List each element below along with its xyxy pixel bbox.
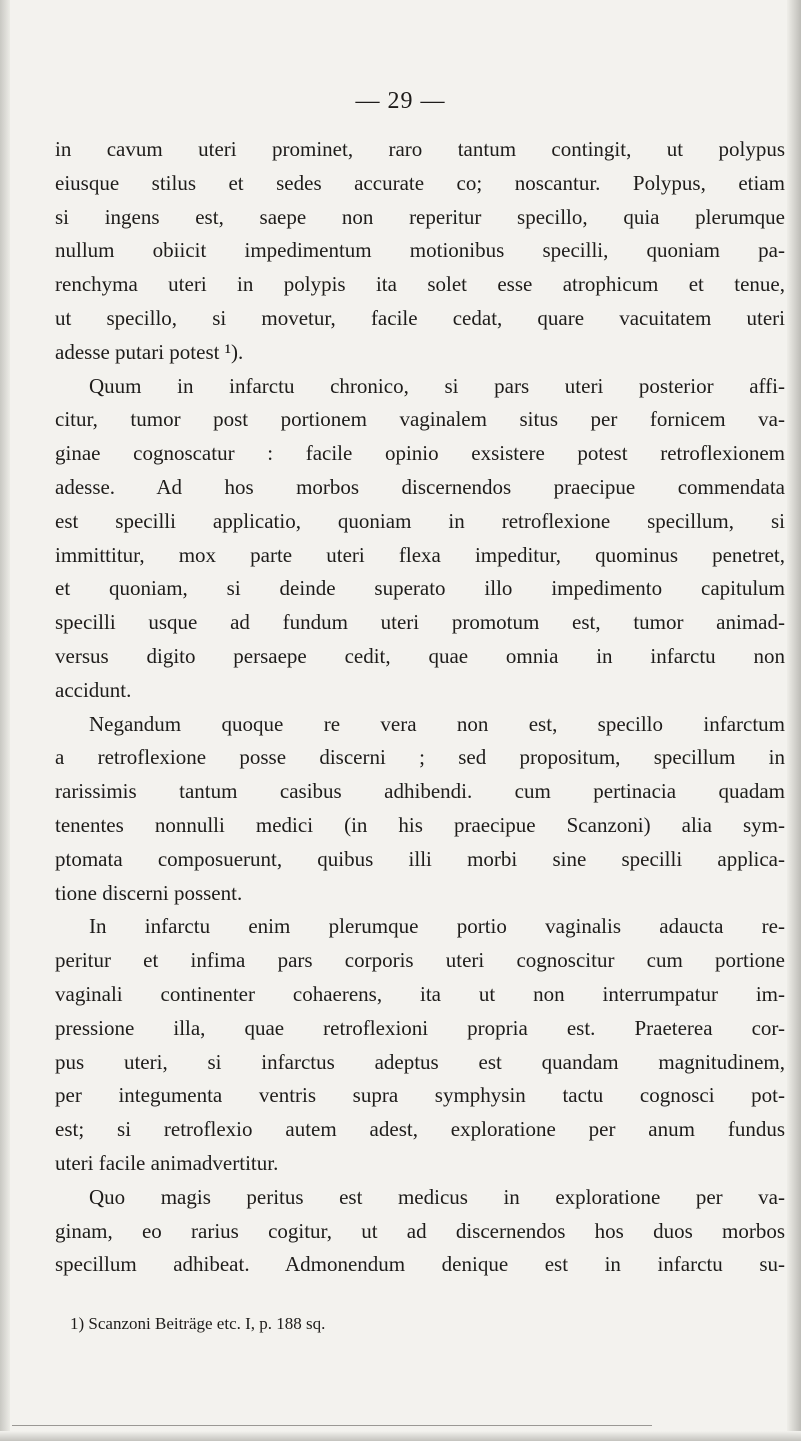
text-line: in cavum uteri prominet, raro tantum contingit, ut polypus xyxy=(55,137,785,161)
text-line: nullum obiicit impedimentum motionibus specilli, quoniam pa- xyxy=(55,238,785,263)
text-line: eiusque stilus et sedes accurate co; noscantur. Polypus, etiam xyxy=(55,170,785,195)
footnote: 1) Scanzoni Beiträge etc. I, p. 188 sq. xyxy=(70,1314,326,1333)
text-line: est specilli applicatio, quoniam in retroflexione specillum, si xyxy=(55,508,785,533)
text-line: et quoniam, si deinde superato illo impedimento capitulum xyxy=(55,576,785,601)
text-line: vaginali continenter cohaerens, ita ut non interrumpatur im- xyxy=(55,981,785,1006)
text-line: per integumenta ventris supra symphysin tactu cognosci pot- xyxy=(55,1083,785,1108)
text-line: accidunt. xyxy=(55,677,132,702)
paragraph-start-line: Quo magis peritus est medicus in exploratione per va- xyxy=(89,1184,785,1209)
text-line: adesse. Ad hos morbos discernendos praecipue commendata xyxy=(55,474,785,499)
text-line: pressione illa, quae retroflexioni propria est. Praeterea cor- xyxy=(55,1015,785,1040)
page-number: — 29 — xyxy=(355,88,446,114)
page-bottom-edge xyxy=(0,1431,801,1441)
text-line: rarissimis tantum casibus adhibendi. cum pertinacia quadam xyxy=(55,779,785,804)
page-right-edge xyxy=(787,0,801,1441)
text-line: peritur et infima pars corporis uteri cognoscitur cum portione xyxy=(55,948,785,973)
text-line: tenentes nonnulli medici (in his praecipue Scanzoni) alia sym- xyxy=(55,812,785,837)
text-line: a retroflexione posse discerni ; sed propositum, specillum in xyxy=(55,745,785,770)
text-line: citur, tumor post portionem vaginalem situs per fornicem va- xyxy=(55,407,785,432)
paragraph-start-line: In infarctu enim plerumque portio vaginalis adaucta re- xyxy=(89,914,785,939)
text-line: specilli usque ad fundum uteri promotum est, tumor animad- xyxy=(55,610,785,635)
text-line: ut specillo, si movetur, facile cedat, quare vacuitatem uteri xyxy=(55,305,785,330)
text-line: ptomata composuerunt, quibus illi morbi sine specilli applica- xyxy=(55,846,785,871)
paragraph-start-line: Negandum quoque re vera non est, specillo infarctum xyxy=(89,711,785,736)
text-line: si ingens est, saepe non reperitur specillo, quia plerumque xyxy=(55,204,785,229)
bottom-rule xyxy=(12,1425,652,1426)
text-line: est; si retroflexio autem adest, exploratione per anum fundus xyxy=(55,1117,785,1142)
text-line: pus uteri, si infarctus adeptus est quandam magnitudinem, xyxy=(55,1049,785,1074)
text-line: uteri facile animadvertitur. xyxy=(55,1150,279,1175)
text-line: ginae cognoscatur : facile opinio exsistere potest retroflexionem xyxy=(55,441,785,466)
paragraph-start-line: Quum in infarctu chronico, si pars uteri posterior affi- xyxy=(89,373,785,398)
text-line: tione discerni possent. xyxy=(55,880,243,905)
text-line: specillum adhibeat. Admonendum denique est in infarctu su- xyxy=(55,1252,785,1277)
text-line: versus digito persaepe cedit, quae omnia in infarctu non xyxy=(55,643,785,668)
page-left-edge xyxy=(0,0,10,1441)
text-line: renchyma uteri in polypis ita solet esse atrophicum et tenue, xyxy=(55,272,785,297)
text-line: immittitur, mox parte uteri flexa impeditur, quominus penetret, xyxy=(55,542,785,567)
text-line: adesse putari potest ¹). xyxy=(55,339,244,364)
body-text xyxy=(55,133,785,1282)
text-line: ginam, eo rarius cogitur, ut ad discernendos hos duos morbos xyxy=(55,1218,785,1243)
